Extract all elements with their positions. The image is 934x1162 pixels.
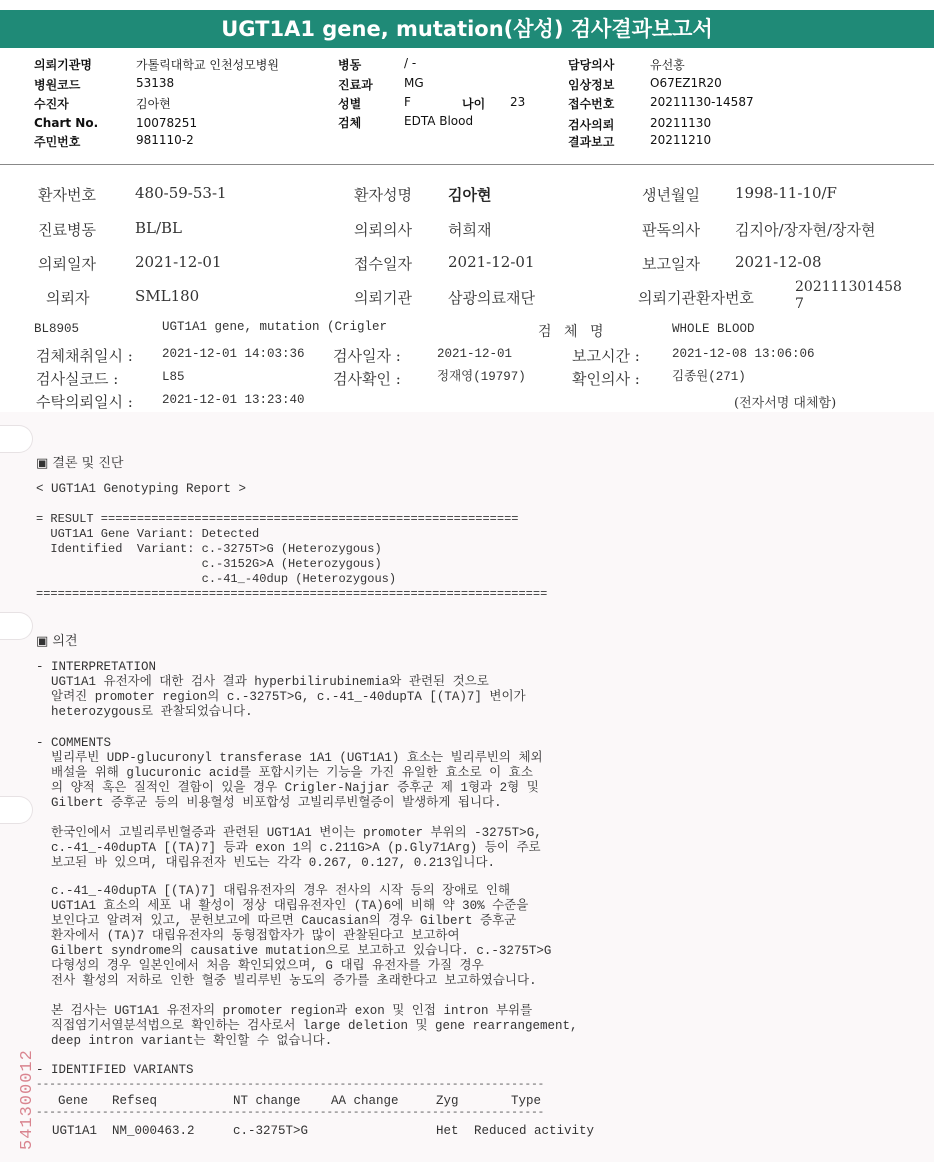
comment-line: 다형성의 경우 일본인에서 처음 확인되었으며, G 대립 유전자를 가질 경우 bbox=[36, 959, 484, 973]
patient-label: 의뢰일자 bbox=[38, 255, 96, 273]
header-value: 981110-2 bbox=[136, 133, 194, 147]
section-conclusion-heading: ▣ 결론 및 진단 bbox=[36, 456, 124, 471]
table-rule: ----------------------------------------------------------------------------- bbox=[36, 1107, 545, 1119]
punch-hole bbox=[0, 425, 33, 453]
header-label: 검체 bbox=[338, 116, 362, 130]
test-label: 확인의사 : bbox=[572, 370, 640, 388]
header-label: 접수번호 bbox=[568, 97, 615, 111]
interp-line: UGT1A1 유전자에 대한 검사 결과 hyperbilirubinemia와 관련된 것으로 bbox=[36, 675, 489, 689]
test-label: 검사확인 : bbox=[333, 370, 401, 388]
header-value: 10078251 bbox=[136, 116, 198, 130]
comment-line: 배설을 위해 glucuronic acid를 포합시키는 기능을 가진 유일한 효소로 이 효소 bbox=[36, 766, 533, 780]
test-value: 2021-12-01 13:23:40 bbox=[162, 393, 305, 407]
patient-label: 의뢰기관 bbox=[354, 289, 412, 307]
result-line: c.-3152G>A (Heterozygous) bbox=[36, 557, 382, 571]
comment-line: 전사 활성의 저하로 인한 혈중 빌리루빈 농도의 증가를 초래한다고 보고하였습니다. bbox=[36, 974, 537, 988]
header-value: 20211210 bbox=[650, 133, 712, 147]
header-label: 주민번호 bbox=[34, 135, 81, 149]
test-label: 검사실코드 : bbox=[36, 370, 119, 388]
comment-line: 환자에서 (TA)7 대립유전자의 동형접합자가 많이 관찰된다고 보고하여 bbox=[36, 929, 460, 943]
header-value: 20211130 bbox=[650, 116, 712, 130]
header-value: 53138 bbox=[136, 76, 175, 90]
test-value: 2021-12-01 14:03:36 bbox=[162, 347, 305, 361]
specimen-label: 검 체 명 bbox=[538, 324, 608, 340]
cell-gene: UGT1A1 bbox=[52, 1124, 98, 1138]
comment-line: deep intron variant는 확인할 수 없습니다. bbox=[36, 1034, 333, 1048]
cell-zyg: Het bbox=[436, 1124, 459, 1138]
cell-refseq: NM_000463.2 bbox=[112, 1124, 195, 1138]
col-refseq-header: Refseq bbox=[112, 1094, 158, 1108]
patient-label: 환자성명 bbox=[354, 186, 412, 204]
test-value: 2021-12-08 13:06:06 bbox=[672, 347, 815, 361]
header-value: / - bbox=[404, 56, 417, 70]
specimen-value: WHOLE BLOOD bbox=[672, 322, 755, 336]
col-zyg-header: Zyg bbox=[436, 1094, 459, 1108]
patient-value-tail: 7 bbox=[795, 296, 804, 312]
patient-value: 1998-11-10/F bbox=[735, 184, 837, 202]
test-value: 정재영(19797) bbox=[437, 370, 526, 384]
test-value: L85 bbox=[162, 370, 185, 384]
patient-value: 2021-12-01 bbox=[448, 253, 535, 271]
test-label: 수탁의뢰일시 : bbox=[36, 393, 133, 411]
col-gene-header: Gene bbox=[58, 1094, 89, 1108]
header-label: 병원코드 bbox=[34, 78, 81, 92]
header-label: 병동 bbox=[338, 58, 362, 72]
interp-line: - INTERPRETATION bbox=[36, 660, 157, 674]
result-line: c.-41_-40dup (Heterozygous) bbox=[36, 572, 397, 586]
header-divider bbox=[0, 164, 934, 165]
table-rule: ----------------------------------------------------------------------------- bbox=[36, 1079, 545, 1091]
col-type-header: Type bbox=[511, 1094, 542, 1108]
comment-line: 보고된 바 있으며, 대립유전자 빈도는 각각 0.267, 0.127, 0.213입니다. bbox=[36, 856, 496, 870]
comment-line: c.-41_-40dupTA [(TA)7] 대립유전자의 경우 전사의 시작 등의 장애로 인해 bbox=[36, 884, 511, 898]
test-value: 2021-12-01 bbox=[437, 347, 513, 361]
patient-label: 생년월일 bbox=[642, 186, 700, 204]
patient-value: 허희재 bbox=[448, 221, 492, 239]
header-label: 성별 bbox=[338, 97, 362, 111]
comment-line: 한국인에서 고빌리루빈혈증과 관련된 UGT1A1 변이는 promoter 부위의 -3275T>G, bbox=[36, 826, 542, 840]
cell-type: Reduced activity bbox=[474, 1124, 595, 1138]
interp-line: 알려진 promoter region의 c.-3275T>G, c.-41_-40dupTA [(TA)7] 변이가 bbox=[36, 690, 526, 704]
esign-note: (전자서명 대체함) bbox=[734, 396, 837, 411]
test-value: 김종원(271) bbox=[672, 370, 746, 384]
header-label: 의뢰기관명 bbox=[34, 58, 92, 72]
header-label: 담당의사 bbox=[568, 58, 615, 72]
patient-label: 진료병동 bbox=[38, 221, 96, 239]
patient-label: 의뢰의사 bbox=[354, 221, 412, 239]
patient-label: 접수일자 bbox=[354, 255, 412, 273]
header-label: 수진자 bbox=[34, 97, 69, 111]
patient-value: 480-59-53-1 bbox=[135, 184, 227, 202]
header-value: 가톨릭대학교 인천성모병원 bbox=[136, 58, 279, 72]
header-label: 검사의뢰 bbox=[568, 118, 615, 132]
header-label: 임상정보 bbox=[568, 78, 615, 92]
header-label: Chart No. bbox=[34, 116, 99, 130]
patient-value: 김지아/장자현/장자현 bbox=[735, 221, 876, 239]
header-value: 20211130-14587 bbox=[650, 95, 754, 109]
punch-hole bbox=[0, 796, 33, 824]
header-value: 김아현 bbox=[136, 97, 171, 111]
result-line: ======================================================================= bbox=[36, 587, 548, 601]
col-aa-header: AA change bbox=[331, 1094, 399, 1108]
comment-line: 의 양적 혹은 질적인 결함이 있을 경우 Crigler-Najjar 증후군 제 1형과 2형 및 bbox=[36, 781, 539, 795]
genotyping-report-title: < UGT1A1 Genotyping Report > bbox=[36, 482, 247, 496]
patient-label: 의뢰자 bbox=[46, 289, 90, 307]
header-value: F bbox=[404, 95, 411, 109]
comment-line: UGT1A1 효소의 세포 내 활성이 정상 대립유전자인 (TA)6에 비해 약 30% 수준을 bbox=[36, 899, 529, 913]
patient-value: 2021-12-01 bbox=[135, 253, 222, 271]
patient-label: 보고일자 bbox=[642, 255, 700, 273]
comment-line: - COMMENTS bbox=[36, 736, 112, 750]
header-label: 진료과 bbox=[338, 78, 373, 92]
patient-value: 삼광의료재단 bbox=[448, 289, 535, 307]
patient-label: 판독의사 bbox=[642, 221, 700, 239]
test-label: 검사일자 : bbox=[333, 347, 401, 365]
comment-line: 본 검사는 UGT1A1 유전자의 promoter region과 exon 및 인접 intron 부위를 bbox=[36, 1004, 533, 1018]
test-label: 보고시간 : bbox=[572, 347, 640, 365]
result-line: UGT1A1 Gene Variant: Detected bbox=[36, 527, 260, 541]
patient-value: 2021-12-08 bbox=[735, 253, 822, 271]
patient-value: 202111301458 bbox=[795, 279, 902, 295]
age-label: 나이 bbox=[462, 97, 486, 111]
serial-stamp: 541300012 bbox=[18, 1049, 37, 1150]
interp-line: heterozygous로 관찰되었습니다. bbox=[36, 705, 253, 719]
header-value: EDTA Blood bbox=[404, 114, 474, 128]
header-value: 유선홍 bbox=[650, 58, 685, 72]
punch-hole bbox=[0, 612, 33, 640]
identified-variants-heading: - IDENTIFIED VARIANTS bbox=[36, 1063, 194, 1077]
header-value: O67EZ1R20 bbox=[650, 76, 722, 90]
header-value: MG bbox=[404, 76, 424, 90]
patient-label: 의뢰기관환자번호 bbox=[638, 289, 754, 307]
comment-line: Gilbert syndrome의 causative mutation으로 보고하고 있습니다. c.-3275T>G bbox=[36, 944, 552, 958]
patient-value: SML180 bbox=[135, 287, 200, 305]
result-line: = RESULT ========================================================== bbox=[36, 512, 519, 526]
comment-line: 보인다고 알려져 있고, 문헌보고에 따르면 Caucasian의 경우 Gilbert 증후군 bbox=[36, 914, 517, 928]
comment-line: Gilbert 증후군 등의 비용혈성 비포합성 고빌리루빈혈증이 발생하게 됩니다. bbox=[36, 796, 502, 810]
test-name: UGT1A1 gene, mutation (Crigler bbox=[162, 320, 388, 334]
comment-line: c.-41_-40dupTA [(TA)7] 등과 exon 1의 c.211G>A (p.Gly71Arg) 등이 주로 bbox=[36, 841, 541, 855]
age-value: 23 bbox=[510, 95, 526, 109]
result-line: Identified Variant: c.-3275T>G (Heterozygous) bbox=[36, 542, 382, 556]
test-code: BL8905 bbox=[34, 322, 80, 336]
patient-name: 김아현 bbox=[448, 186, 492, 204]
col-nt-header: NT change bbox=[233, 1094, 301, 1108]
comment-line: 빌리루빈 UDP-glucuronyl transferase 1A1 (UGT1A1) 효소는 빌리루빈의 체외 bbox=[36, 751, 543, 765]
comment-line: 직접염기서열분석법으로 확인하는 검사로서 large deletion 및 gene rearrangement, bbox=[36, 1019, 578, 1033]
report-title: UGT1A1 gene, mutation(삼성) 검사결과보고서 bbox=[0, 10, 934, 48]
patient-label: 환자번호 bbox=[38, 186, 96, 204]
section-opinion-heading: ▣ 의견 bbox=[36, 634, 78, 649]
header-label: 결과보고 bbox=[568, 135, 615, 149]
test-label: 검체채취일시 : bbox=[36, 347, 133, 365]
cell-nt: c.-3275T>G bbox=[233, 1124, 309, 1138]
patient-value: BL/BL bbox=[135, 219, 183, 237]
